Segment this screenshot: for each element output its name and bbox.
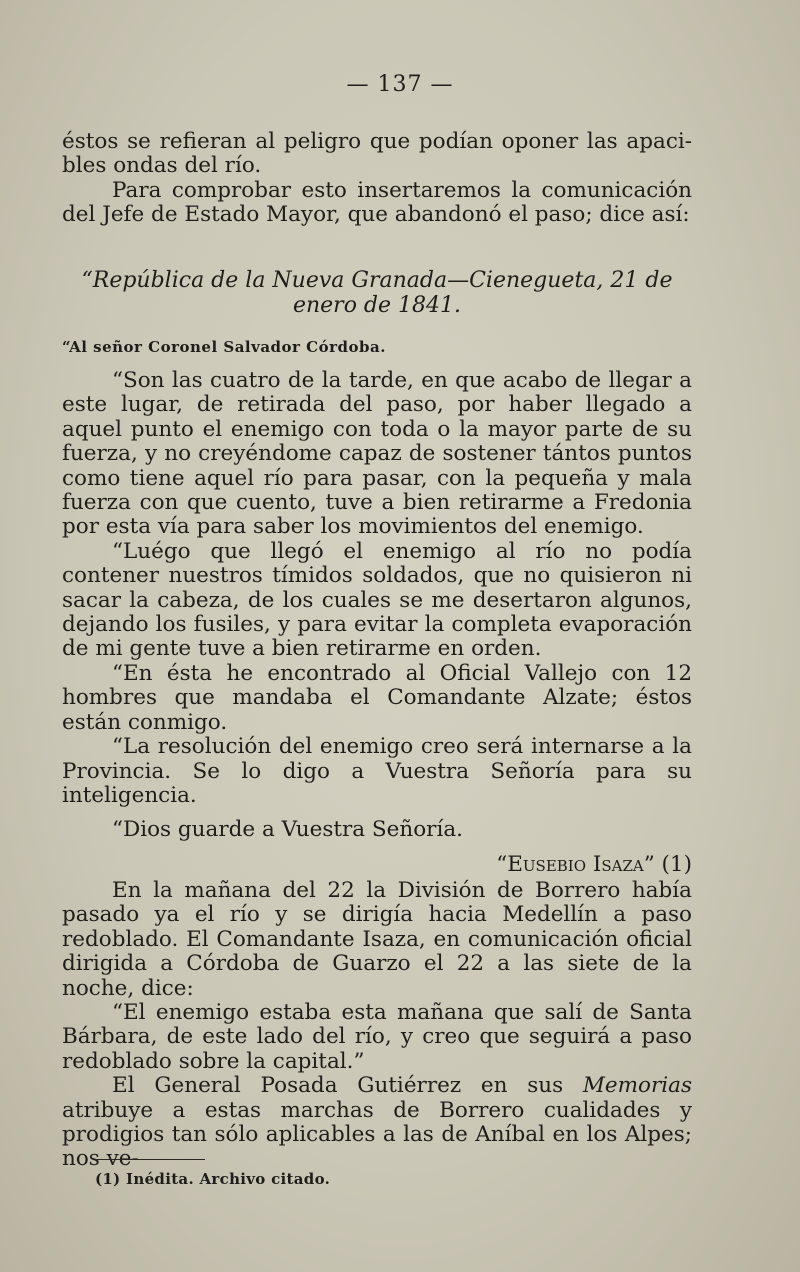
paragraph: Para comprobar esto insertaremos la comunicación del Jefe de Estado Mayor, que abandonó el paso; dice así: xyxy=(62,177,692,228)
letter-body xyxy=(62,369,692,877)
paragraph: “Luégo que llegó el enemigo al río no podía contener nuestros tímidos soldados, que no quisieron ni sacar la cabeza, de los cuales se me desertaron algunos, dejando los fusiles, y para evitar la completa evaporación de mi gente tuve a bien retirarme en orden. xyxy=(62,538,692,662)
paragraph: “Dios guarde a Vuestra Señoría. xyxy=(112,817,463,843)
narrative-block xyxy=(62,879,692,1172)
letter-heading: “República de la Nueva Granada—Cienegueta, 21 de enero de 1841. xyxy=(81,268,673,318)
paragraph xyxy=(62,879,692,1001)
italic-title: Memorias xyxy=(582,1073,692,1099)
paragraph: éstos se refieran al peligro que podían oponer las apaci-bles ondas del río. xyxy=(62,129,692,179)
paragraph: “Son las cuatro de la tarde, en que acabo de llegar a este lugar, de retirada del paso, por haber llegado a aquel punto el enemigo con toda o la mayor parte de su fuerza, y no creyéndome capaz de sostener tántos puntos como tiene aquel río para pasar, con la pequeña y mala fuerza con que cuento, tuve a bien retirarme a Fredonia por esta vía para saber los movimientos del enemigo. xyxy=(62,368,692,540)
paragraph xyxy=(62,1001,692,1074)
signature: “Eusebio Isaza” (1) xyxy=(496,851,692,877)
page-number: — 137 — xyxy=(346,72,454,97)
paragraph-text: En la mañana del 22 la División de Borrero había pasado ya el río y se dirigía hacia Medellín a paso redoblado. El Comandante Isaza, en comunicación oficial dirigida a Córdoba de Guarzo el 22 a las siete de la noche, dice: xyxy=(62,878,692,1001)
letter-salutation: “Al señor Coronel Salvador Córdoba. xyxy=(62,338,386,356)
paragraph-text: “El enemigo estaba esta mañana que salí de Santa Bárbara, de este lado del río, y creo que seguirá a paso redoblado sobre la capital.” xyxy=(62,1000,692,1074)
paragraph: “En ésta he encontrado al Oficial Vallejo con 12 hombres que mandaba el Comandante Alzate; éstos están conmigo. xyxy=(62,660,692,735)
footnote: (1) Inédita. Archivo citado. xyxy=(95,1170,331,1188)
footnote-rule xyxy=(95,1159,205,1160)
paragraph: “La resolución del enemigo creo será internarse a la Provincia. Se lo digo a Vuestra Señoría para su inteligencia. xyxy=(62,734,692,808)
paragraph-text: atribuye a estas marchas de Borrero cualidades y prodigios tan sólo aplicables a las de Aníbal en los Alpes; nos ve- xyxy=(62,1097,692,1172)
paragraph-text: El General Posada Gutiérrez en sus xyxy=(112,1073,583,1099)
intro-block xyxy=(62,130,692,228)
paragraph xyxy=(62,1074,692,1172)
